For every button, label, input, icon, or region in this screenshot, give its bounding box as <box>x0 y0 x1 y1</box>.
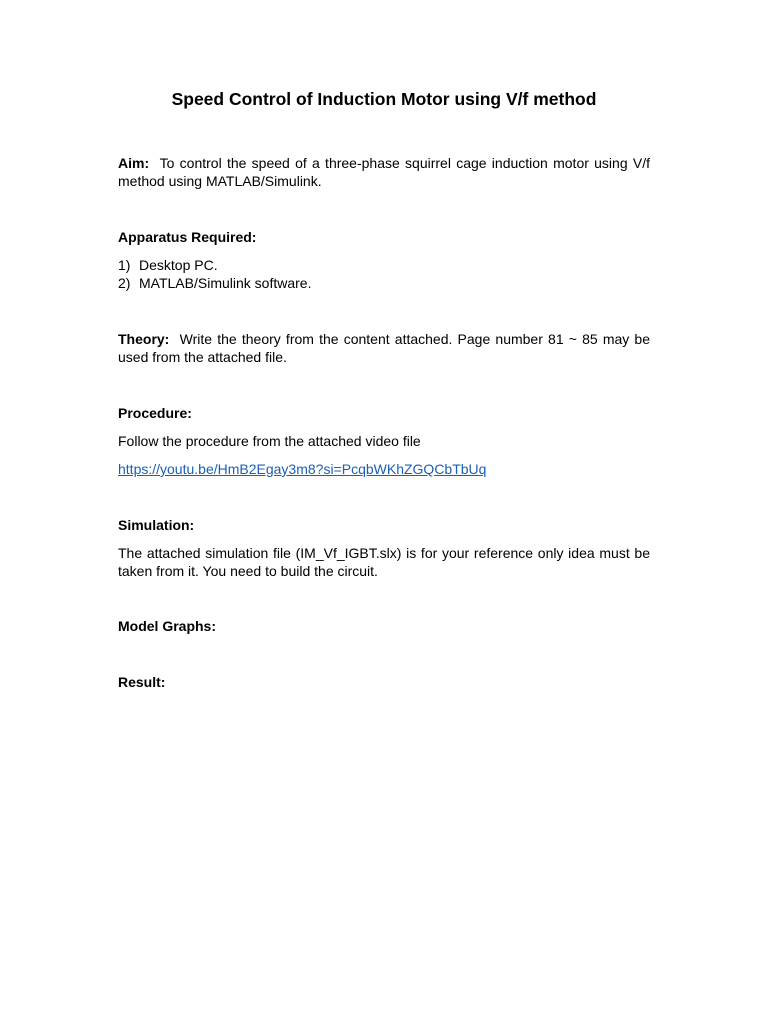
procedure-link-paragraph <box>118 460 650 478</box>
list-item-number: 1) <box>118 257 131 273</box>
theory-paragraph <box>118 330 650 366</box>
model-graphs-heading: Model Graphs: <box>118 618 217 634</box>
document-title: Speed Control of Induction Motor using V/f method <box>171 89 597 109</box>
aim-paragraph <box>118 154 650 190</box>
list-item-number: 2) <box>118 275 131 291</box>
theory-label: Theory: <box>118 331 170 347</box>
theory-text: Write the theory from the content attached. Page number 81 ~ 85 may be used from the attached file. <box>118 331 651 365</box>
apparatus-list <box>118 256 650 292</box>
procedure-text: Follow the procedure from the attached video file <box>118 433 421 449</box>
aim-text: To control the speed of a three-phase squirrel cage induction motor using V/f method using MATLAB/Simulink. <box>118 155 650 189</box>
aim-label: Aim: <box>118 155 150 171</box>
list-item-text: Desktop PC. <box>139 257 218 273</box>
list-item <box>118 274 650 292</box>
procedure-heading: Procedure: <box>118 405 192 421</box>
list-item <box>118 256 650 274</box>
result-heading: Result: <box>118 674 166 690</box>
apparatus-heading: Apparatus Required: <box>118 229 257 245</box>
simulation-text: The attached simulation file (IM_Vf_IGBT.slx) is for your reference only idea must be taken from it. You need to build the circuit. <box>118 545 650 579</box>
list-item-text: MATLAB/Simulink software. <box>139 275 312 291</box>
video-link[interactable]: https://youtu.be/HmB2Egay3m8?si=PcqbWKhZGQCbTbUq <box>118 461 487 477</box>
simulation-heading: Simulation: <box>118 517 195 533</box>
